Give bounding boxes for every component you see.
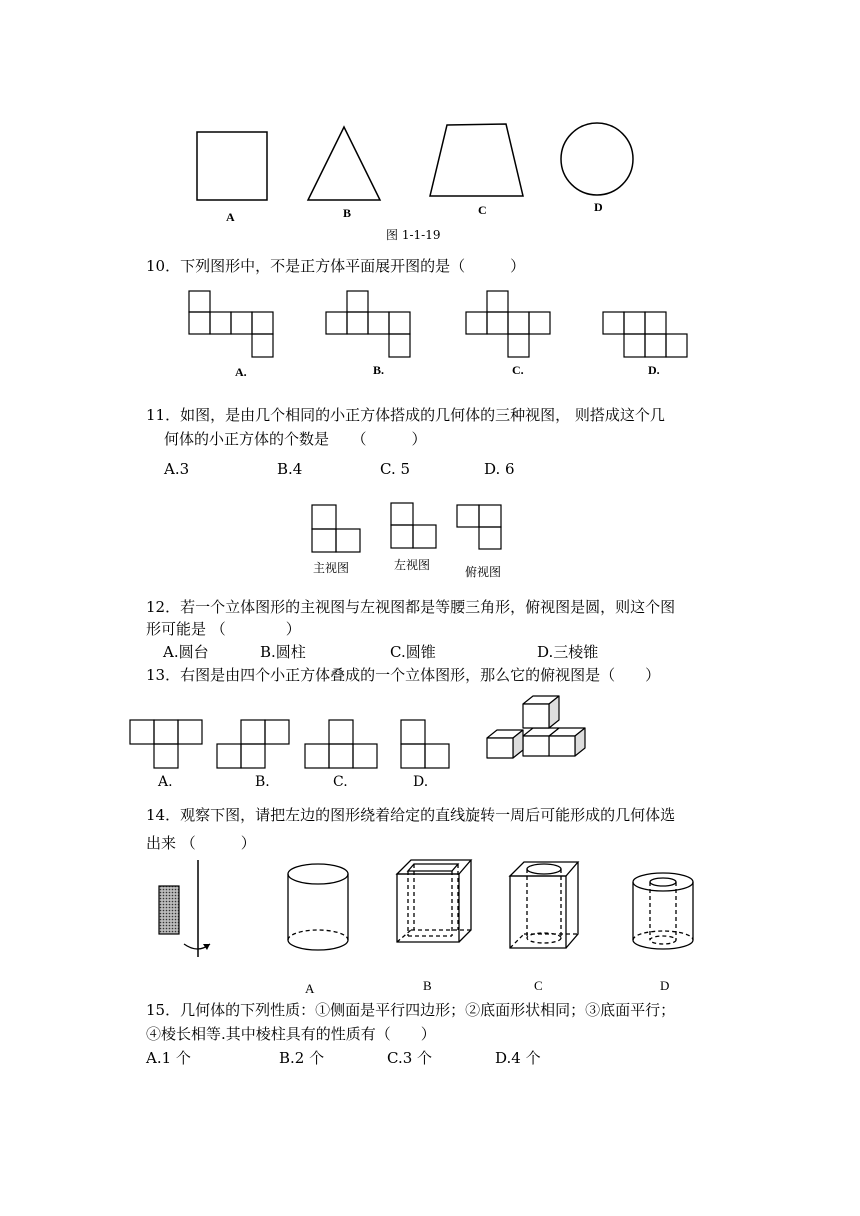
q14-line1: 14．观察下图，请把左边的图形绕着给定的直线旋转一周后可能形成的几何体选 — [146, 806, 676, 824]
q12-option-d: D.三棱锥 — [537, 643, 599, 661]
q13-option-c: C. — [333, 774, 348, 790]
q12-option-b: B.圆柱 — [260, 643, 306, 661]
q13-text: 13．右图是由四个小正方体叠成的一个立体图形，那么它的俯视图是（ ） — [146, 666, 661, 684]
q11-option-c: C. 5 — [380, 460, 411, 478]
q12-line2: 形可能是 （ ） — [146, 620, 301, 638]
q14-option-a: A — [305, 981, 315, 996]
q14-option-c: C — [534, 978, 543, 993]
q11-view-front: 主视图 — [313, 561, 350, 575]
q14-shaded-rect — [159, 886, 179, 934]
q12-option-a: A.圆台 — [163, 643, 209, 661]
fig19-label-d: D — [594, 200, 603, 214]
q10-option-a: A. — [235, 365, 247, 379]
q12-line1: 12．若一个立体图形的主视图与左视图都是等腰三角形，俯视图是圆，则这个图 — [146, 598, 676, 616]
q15-option-a: A.1 个 — [146, 1049, 191, 1067]
fig19-caption: 图 1-1-19 — [386, 228, 441, 242]
q15-option-c: C.3 个 — [387, 1049, 433, 1067]
q13-option-a: A. — [158, 774, 173, 790]
q11-option-a: A.3 — [164, 460, 190, 478]
fig19-label-a: A — [226, 210, 235, 224]
q10-option-d: D. — [648, 363, 660, 377]
fig19-label-c: C — [478, 203, 487, 217]
q15-line1: 15．几何体的下列性质：①侧面是平行四边形；②底面形状相同；③底面平行； — [146, 1001, 676, 1019]
q11-line2: 何体的小正方体的个数是 （ ） — [164, 430, 427, 448]
q13-option-d: D. — [413, 774, 429, 790]
q14-option-d: D — [660, 978, 670, 993]
q11-option-d: D. 6 — [484, 460, 515, 478]
fig19-label-b: B — [343, 206, 352, 220]
q10-text: 10．下列图形中，不是正方体平面展开图的是（ ） — [146, 257, 526, 275]
q11-view-left: 左视图 — [394, 558, 431, 572]
q10-option-c: C. — [512, 363, 524, 377]
q15-option-d: D.4 个 — [495, 1049, 541, 1067]
q15-line2: ④棱长相等.其中棱柱具有的性质有（ ） — [146, 1025, 436, 1043]
q10-option-b: B. — [373, 363, 385, 377]
q14-line2: 出来 （ ） — [146, 834, 256, 852]
q15-option-b: B.2 个 — [279, 1049, 325, 1067]
q11-option-b: B.4 — [277, 460, 303, 478]
q13-option-b: B. — [255, 774, 270, 790]
q11-line1: 11．如图，是由几个相同的小正方体搭成的几何体的三种视图， 则搭成这个几 — [146, 406, 665, 424]
q12-option-c: C.圆锥 — [390, 643, 436, 661]
q11-view-top: 俯视图 — [465, 565, 502, 579]
q14-option-b: B — [423, 978, 432, 993]
